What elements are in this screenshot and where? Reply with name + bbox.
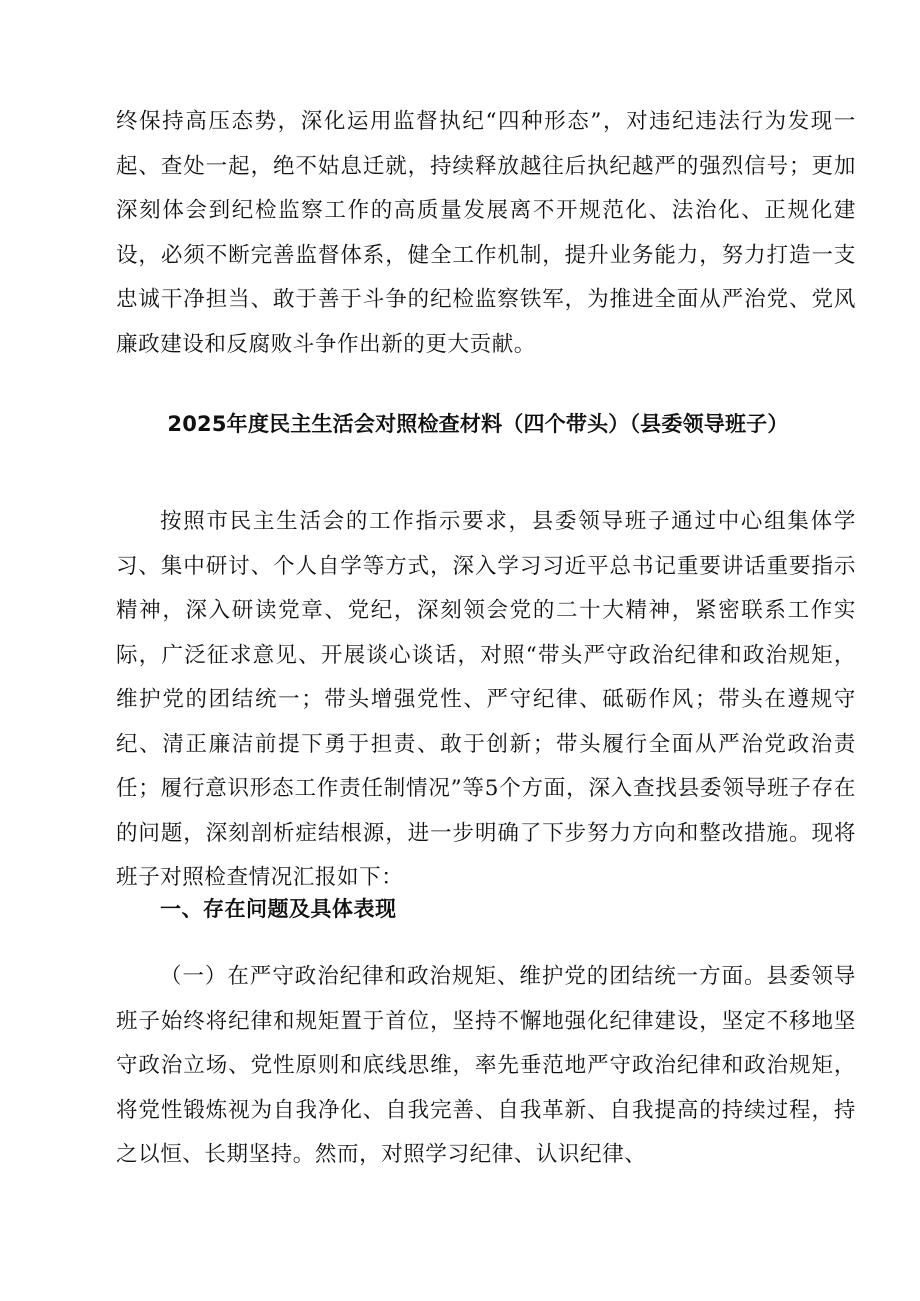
paragraph-continuation: 终保持高压态势，深化运用监督执纪“四种形态”，对违纪违法行为发现一起、查处一起，绝不姑息迁就，持续释放越往后执纪越严的强烈信号；更加深刻体会到纪检监察工作的高质量发展离不开规范化、法治化、正规化建设，必须不断完善监督体系，健全工作机制，提升业务能力，努力打造一支忠诚干净担当、敢于善于斗争的纪检监察铁军，为推进全面从严治党、党风廉政建设和反腐败斗争作出新的更大贡献。 <box>116 109 856 357</box>
section-heading-1: 一、存在问题及具体表现 <box>160 897 397 921</box>
document-title: 2025年度民主生活会对照检查材料（四个带头）（县委领导班子） <box>167 412 789 436</box>
paragraph-subsection-1: （一）在严守政治纪律和政治规矩、维护党的团结统一方面。县委领导班子始终将纪律和规矩置于首位，坚持不懈地强化纪律建设，坚定不移地坚守政治立场、党性原则和底线思维，率先垂范地严守政治纪律和政治规矩，将党性锻炼视为自我净化、自我完善、自我革新、自我提高的持续过程，持之以恒、长期坚持。然而，对照学习纪律、认识纪律、 <box>116 964 856 1167</box>
paragraph-intro: 按照市民主生活会的工作指示要求，县委领导班子通过中心组集体学习、集中研讨、个人自学等方式，深入学习习近平总书记重要讲话重要指示精神，深入研读党章、党纪，深刻领会党的二十大精神，紧密联系工作实际，广泛征求意见、开展谈心谈话，对照“带头严守政治纪律和政治规矩，维护党的团结统一；带头增强党性、严守纪律、砥砺作风；带头在遵规守纪、清正廉洁前提下勇于担责、敢于创新；带头履行全面从严治党政治责任；履行意识形态工作责任制情况”等5个方面，深入查找县委领导班子存在的问题，深刻剖析症结根源，进一步明确了下步努力方向和整改措施。现将班子对照检查情况汇报如下： <box>116 509 856 890</box>
